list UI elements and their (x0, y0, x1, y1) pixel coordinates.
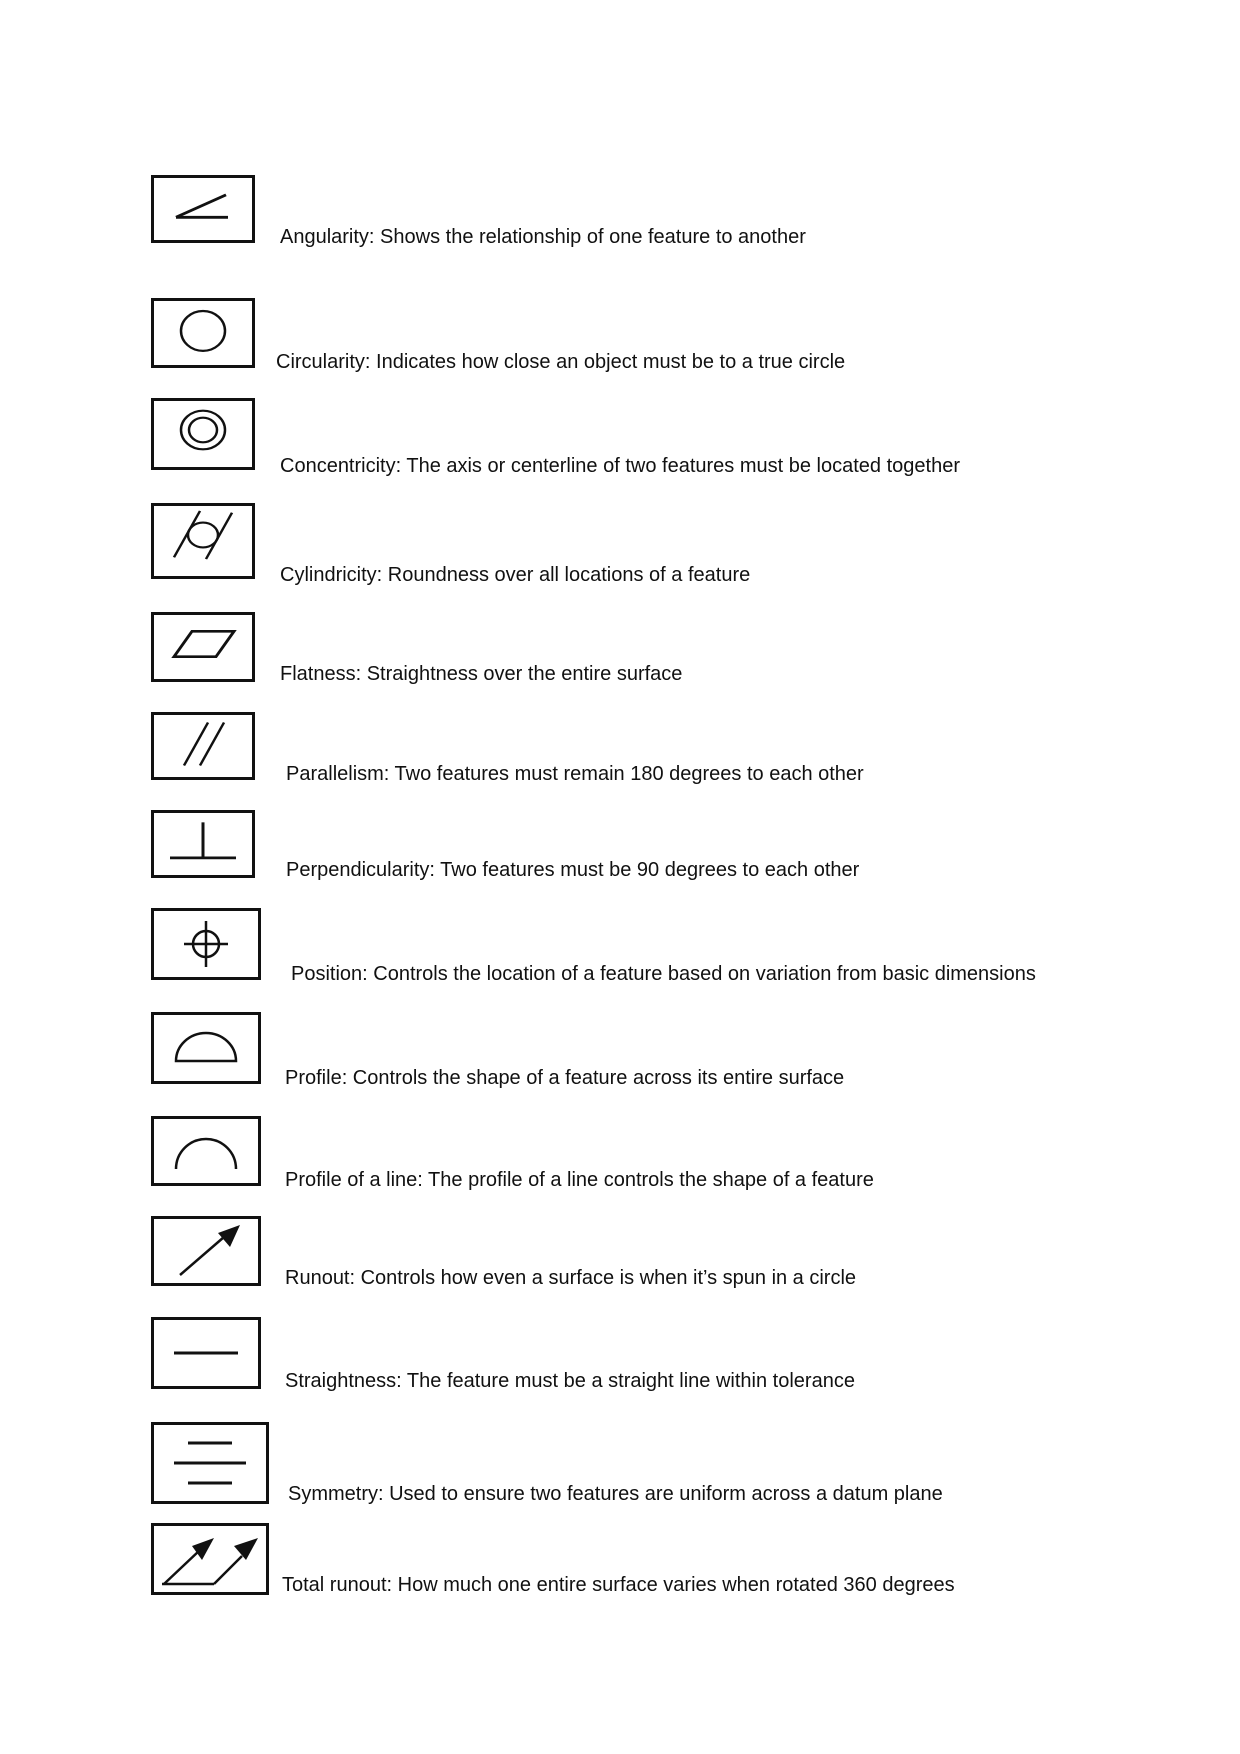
symmetry-icon (151, 1422, 269, 1504)
list-item-parallelism (0, 712, 1240, 802)
angularity-icon (151, 175, 255, 243)
profile-line-icon (151, 1116, 261, 1186)
item-description: Circularity: Indicates how close an object must be to a true circle (276, 351, 846, 373)
straightness-icon (151, 1317, 261, 1389)
list-item-total-runout (0, 1523, 1240, 1613)
concentricity-icon (151, 398, 255, 470)
item-description: Parallelism: Two features must remain 180 degrees to each other (286, 763, 864, 785)
item-description: Runout: Controls how even a surface is when it’s spun in a circle (285, 1267, 857, 1289)
position-icon (151, 908, 261, 980)
list-item-circularity (0, 298, 1240, 388)
item-description: Angularity: Shows the relationship of one feature to another (280, 226, 806, 248)
item-description: Cylindricity: Roundness over all locations of a feature (280, 564, 751, 586)
list-item-symmetry (0, 1422, 1240, 1512)
parallelism-icon (151, 712, 255, 780)
list-item-straightness (0, 1317, 1240, 1407)
item-description: Flatness: Straightness over the entire surface (280, 663, 683, 685)
list-item-position (0, 908, 1240, 998)
list-item-angularity (0, 175, 1240, 265)
list-item-flatness (0, 612, 1240, 702)
item-description: Symmetry: Used to ensure two features are uniform across a datum plane (288, 1483, 943, 1505)
list-item-perpendicularity (0, 810, 1240, 900)
item-description: Straightness: The feature must be a straight line within tolerance (285, 1370, 855, 1392)
flatness-icon (151, 612, 255, 682)
total-runout-icon (151, 1523, 269, 1595)
list-item-runout (0, 1216, 1240, 1306)
item-description: Position: Controls the location of a feature based on variation from basic dimensions (291, 963, 1036, 985)
runout-icon (151, 1216, 261, 1286)
list-item-profile-of-a-line (0, 1116, 1240, 1206)
item-description: Total runout: How much one entire surface varies when rotated 360 degrees (282, 1574, 955, 1596)
list-item-concentricity (0, 398, 1240, 488)
item-description: Profile: Controls the shape of a feature across its entire surface (285, 1067, 845, 1089)
profile-surface-icon (151, 1012, 261, 1084)
perpendicularity-icon (151, 810, 255, 878)
item-description: Concentricity: The axis or centerline of two features must be located together (280, 455, 960, 477)
item-description: Profile of a line: The profile of a line controls the shape of a feature (285, 1169, 874, 1191)
circularity-icon (151, 298, 255, 368)
list-item-profile (0, 1012, 1240, 1102)
list-item-cylindricity (0, 503, 1240, 593)
cylindricity-icon (151, 503, 255, 579)
item-description: Perpendicularity: Two features must be 90 degrees to each other (286, 859, 860, 881)
